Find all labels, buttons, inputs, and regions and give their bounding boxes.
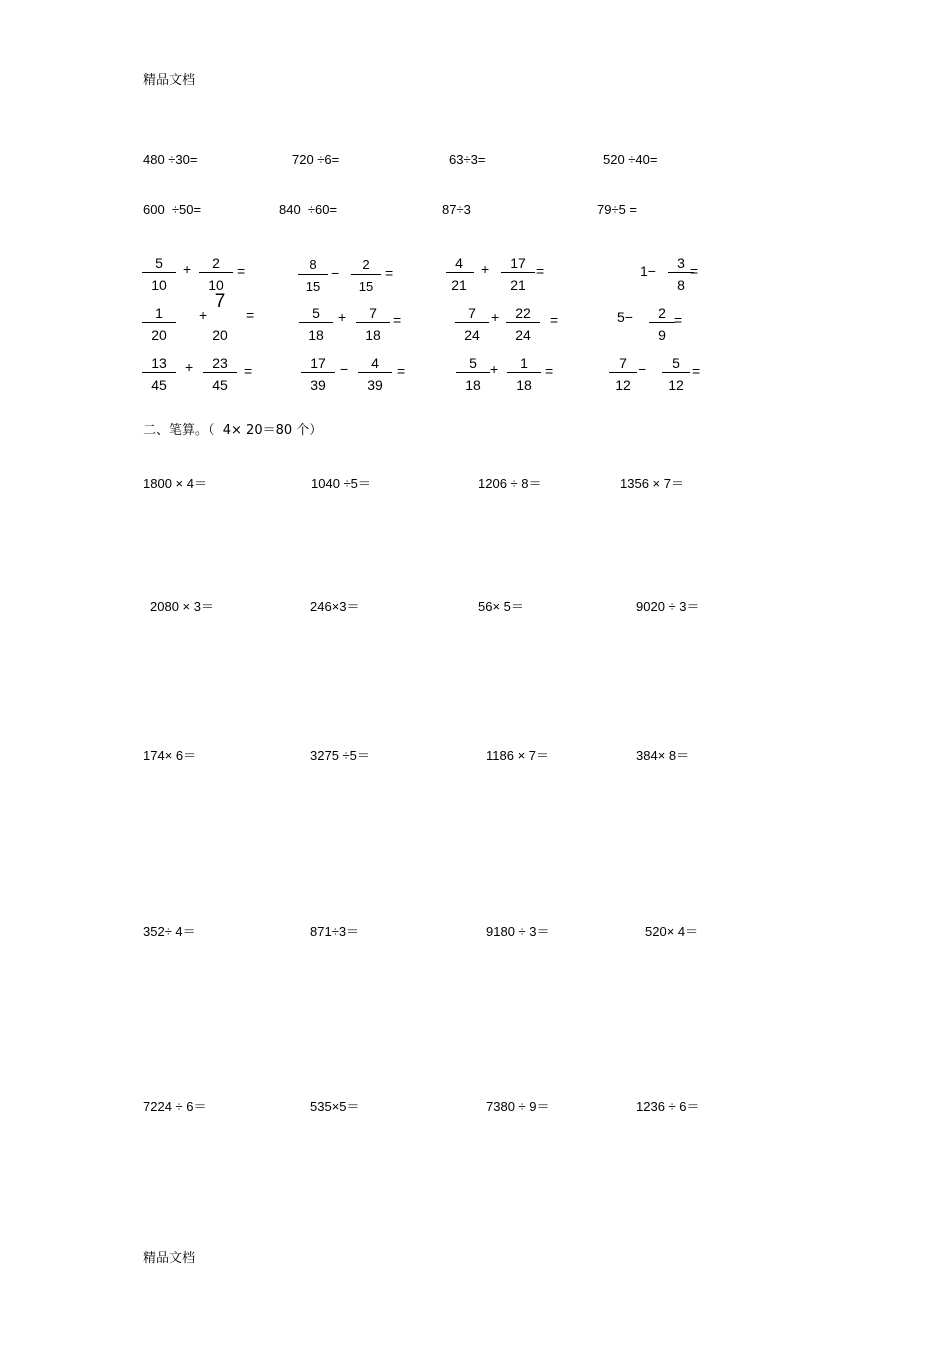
section-title: 二、笔算。（ 4× 20＝80 个） [143,423,323,438]
equals-sign: = [246,307,255,323]
operator: + [491,309,500,325]
oral-problem: 63÷3= [449,152,486,167]
written-problem: 2080 × 3＝ [150,599,214,614]
written-problem: 7224 ÷ 6＝ [143,1099,207,1114]
oral-problem: 480 ÷30= [143,152,198,167]
written-problem: 871÷3＝ [310,924,360,939]
written-problem: 9180 ÷ 3＝ [486,924,550,939]
written-problem: 520× 4＝ [645,924,699,939]
oral-problem: 840 ÷60= [279,202,338,217]
operator: + [185,359,194,375]
written-problem: 352÷ 4＝ [143,924,196,939]
equals-sign: = [550,312,559,328]
operator: + [490,361,499,377]
written-problem: 56× 5＝ [478,599,524,614]
written-problem: 174× 6＝ [143,748,197,763]
equals-sign: = [393,312,402,328]
equals-sign: = [674,312,683,328]
oral-problem: 87÷3 [442,202,471,217]
equals-sign: = [397,363,406,379]
written-problem: 1040 ÷5＝ [311,476,371,491]
written-problem: 1800 × 4＝ [143,476,207,491]
written-problem: 246×3＝ [310,599,360,614]
operator: + [481,261,490,277]
leading-term: 5− [617,309,633,325]
operator: − [331,265,340,281]
equals-sign: = [545,363,554,379]
oral-problem: 600 ÷50= [143,202,202,217]
equals-sign: = [692,363,701,379]
written-problem: 9020 ÷ 3＝ [636,599,700,614]
operator: + [199,307,208,323]
oral-problem: 520 ÷40= [603,152,658,167]
written-problem: 535×5＝ [310,1099,360,1114]
written-problem: 1356 × 7＝ [620,476,684,491]
oral-problem: 79÷5 = [597,202,638,217]
operator: + [338,309,347,325]
written-problem: 3275 ÷5＝ [310,748,370,763]
operator: − [340,361,349,377]
equals-sign: = [237,263,246,279]
equals-sign: = [385,265,394,281]
equals-sign: = [244,363,253,379]
written-problem: 1206 ÷ 8＝ [478,476,542,491]
page-footer: 精品文档 [143,1251,196,1266]
page-header: 精品文档 [143,73,196,88]
written-problem: 1186 × 7＝ [486,748,550,763]
oral-problem: 720 ÷6= [292,152,340,167]
operator: + [183,261,192,277]
leading-term: 1− [640,263,656,279]
equals-sign: = [690,263,699,279]
written-problem: 384× 8＝ [636,748,690,763]
equals-sign: = [536,263,545,279]
written-problem: 1236 ÷ 6＝ [636,1099,700,1114]
written-problem: 7380 ÷ 9＝ [486,1099,550,1114]
operator: − [638,361,647,377]
